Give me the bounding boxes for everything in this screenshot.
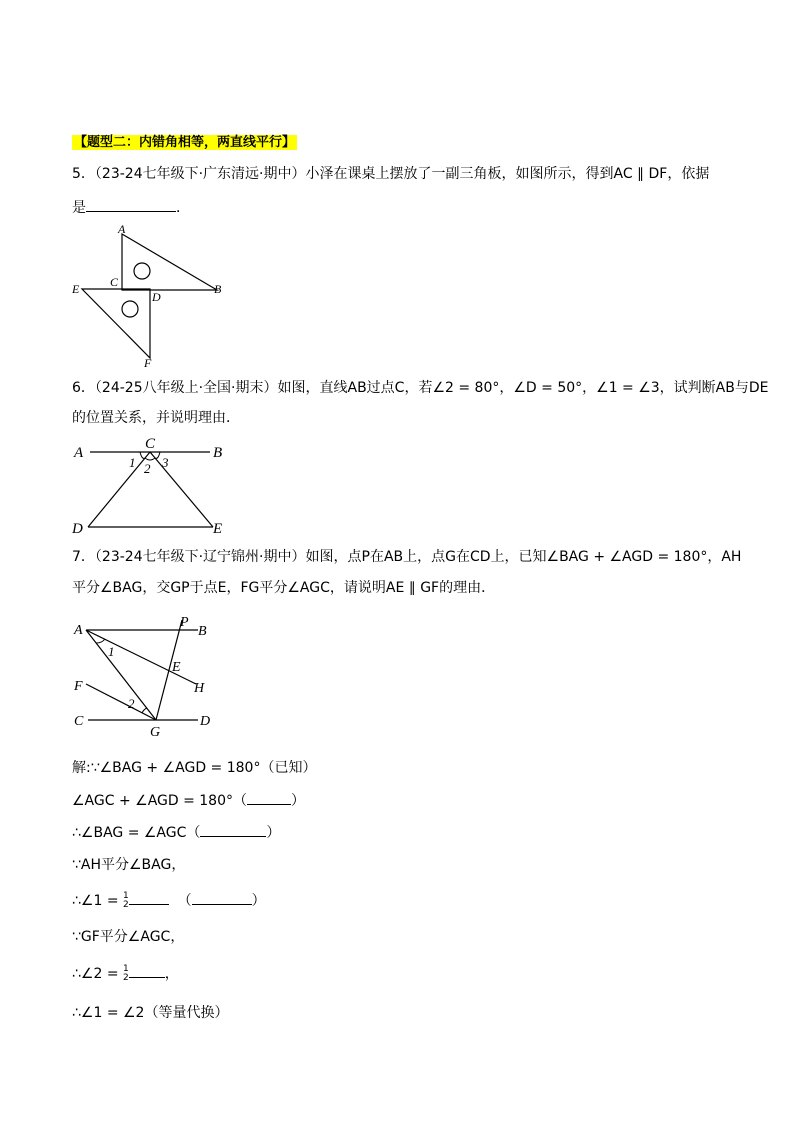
solution-blank-4[interactable] (192, 890, 252, 905)
q6-line2 (72, 408, 240, 428)
q6-text: （24-25八年级上·全国·期末）如图，直线AB过点C，若∠2 = 80°，∠D = 50°，∠1 = ∠3，试判断AB与DE (94, 380, 769, 396)
q7-label-2: 2 (128, 696, 135, 711)
solution-step-3-text: ∴∠BAG = ∠AGC（ (72, 825, 201, 841)
solution-step-1: 解:∵∠BAG + ∠AGD = 180°（已知） (72, 760, 317, 776)
fraction-denominator: 2 (123, 900, 129, 910)
q5-line1 (72, 164, 709, 184)
q7-number: 7． (72, 549, 95, 565)
q6-angle-arc-1 (140, 452, 145, 458)
q5-circle-bottom (122, 301, 138, 317)
q5-text: （23-24七年级下·广东清远·期中）小泽在课桌上摆放了一副三角板，如图所示，得到AC ∥ DF，依据 (94, 166, 710, 182)
q5-line2-prefix: 是 (72, 200, 86, 216)
section-header (72, 132, 297, 153)
q6-label-b: B (213, 445, 223, 461)
solution-step-2-text: ∠AGC + ∠AGD = 180°（ (72, 793, 247, 809)
solution-step-8: ∴∠1 = ∠2（等量代换） (72, 1005, 229, 1021)
solution-blank-1[interactable] (247, 790, 291, 805)
q7-line2 (72, 578, 495, 598)
solution-blank-3[interactable] (129, 890, 169, 905)
fraction-numerator-2: 1 (123, 964, 129, 974)
solution-line-3 (72, 822, 280, 843)
solution-step-2-close: ） (291, 793, 305, 809)
q7-text: （23-24七年级下·辽宁锦州·期中）如图，点P在AB上，点G在CD上，已知∠BAG + ∠AGD = 180°，AH (94, 549, 742, 565)
solution-step-3-close: ） (266, 825, 281, 841)
solution-line-6 (72, 927, 184, 947)
q6-label-3: 3 (162, 455, 169, 470)
q5-label-d: D (152, 290, 161, 304)
q7-label-h: H (194, 681, 205, 696)
q7-label-c: C (74, 714, 84, 729)
q5-triangle-abd (122, 234, 217, 290)
q6-label-e: E (213, 521, 223, 535)
q6-label-d: D (72, 521, 83, 535)
q7-label-d: D (200, 714, 211, 729)
q7-label-p: P (180, 615, 189, 630)
solution-step-5-open: （ (177, 893, 192, 909)
q5-number: 5． (72, 166, 95, 182)
solution-line-2 (72, 790, 305, 811)
q7-label-f: F (74, 679, 83, 694)
solution-line-8 (72, 1003, 228, 1023)
q7-figure (70, 612, 230, 742)
solution-blank-2[interactable] (200, 822, 266, 837)
solution-step-7-close: ， (164, 966, 179, 982)
section-header-text: 【题型二：内错角相等，两直线平行】 (74, 135, 296, 150)
q5-label-c: C (110, 275, 119, 289)
q6-angle-arc-2 (145, 458, 155, 460)
q7-line1 (72, 547, 741, 567)
q6-line-cd (88, 452, 150, 527)
q6-label-2: 2 (144, 461, 151, 476)
q6-figure (70, 435, 250, 535)
q6-line-ce (150, 452, 213, 527)
solution-step-7-text: ∴∠2 = (72, 966, 123, 982)
q6-label-c: C (145, 436, 156, 452)
solution-step-4: ∵AH平分∠BAG， (72, 857, 186, 873)
q6-label-a: A (74, 445, 84, 461)
q5-label-f: F (144, 356, 152, 370)
solution-step-6: ∵GF平分∠AGC， (72, 929, 185, 945)
q5-answer-blank[interactable] (86, 197, 176, 212)
q5-label-b: B (214, 282, 222, 296)
q7-line-fg (86, 684, 156, 720)
q7-label-g: G (150, 725, 161, 740)
q7-line-ag (86, 630, 156, 720)
solution-line-5 (72, 890, 266, 911)
q7-label-a: A (74, 623, 83, 638)
q7-label-b: B (198, 624, 207, 639)
q7-label-e: E (172, 660, 181, 675)
solution-step-5-close: ） (251, 893, 266, 909)
q7-angle-arc-2 (142, 708, 147, 713)
q6-angle-arc-3 (155, 452, 160, 458)
q5-label-a: A (118, 222, 126, 236)
q5-figure (70, 222, 240, 372)
solution-line-7 (72, 963, 179, 984)
solution-line-1 (72, 758, 316, 778)
q7-label-1: 1 (108, 644, 115, 659)
q7-text-line2: 平分∠BAG，交GP于点E，FG平分∠AGC，请说明AE ∥ GF的理由． (72, 580, 496, 596)
q5-line2 (72, 197, 190, 218)
q7-line-ah (86, 630, 196, 684)
q6-label-1: 1 (129, 455, 136, 470)
q5-line2-suffix: ． (176, 200, 190, 216)
q6-text-line2: 的位置关系，并说明理由． (72, 410, 240, 426)
q6-line1 (72, 378, 769, 398)
solution-step-5-text: ∴∠1 = (72, 893, 123, 909)
q5-circle-top (134, 263, 150, 279)
solution-blank-5[interactable] (129, 963, 165, 978)
q7-angle-arc-1 (96, 639, 105, 643)
q5-label-e: E (72, 282, 80, 296)
solution-line-4 (72, 855, 185, 875)
fraction-denominator-2: 2 (123, 973, 129, 983)
q6-number: 6． (72, 380, 95, 396)
q5-triangle-edf (82, 289, 150, 358)
fraction-numerator: 1 (123, 891, 129, 901)
